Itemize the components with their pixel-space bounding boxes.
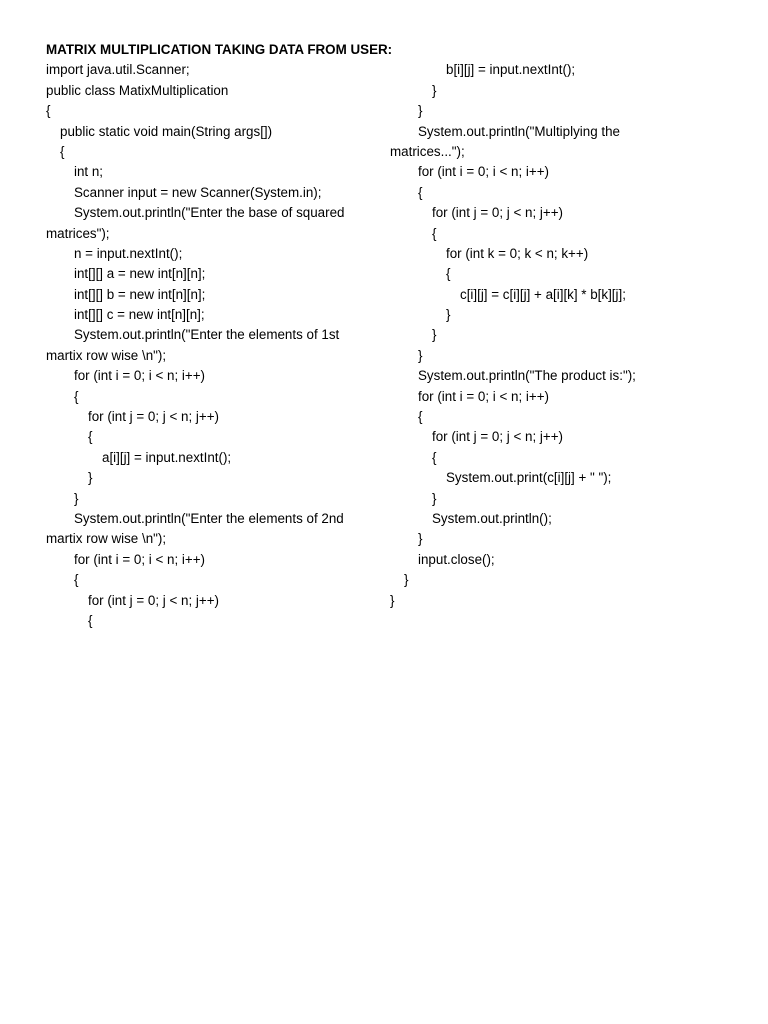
code-line: } <box>432 490 437 506</box>
code-line: int[][] a = new int[n][n]; <box>74 266 206 282</box>
code-line: int[][] c = new int[n][n]; <box>74 307 205 323</box>
code-line: matrices"); <box>46 225 110 241</box>
code-line: { <box>74 388 79 404</box>
code-line: c[i][j] = c[i][j] + a[i][k] * b[k][j]; <box>460 286 626 302</box>
code-line: int[][] b = new int[n][n]; <box>74 286 206 302</box>
code-line: martix row wise \n"); <box>46 531 167 547</box>
code-line: System.out.println("The product is:"); <box>418 368 636 384</box>
code-line: b[i][j] = input.nextInt(); <box>446 62 576 78</box>
code-line: System.out.print(c[i][j] + " "); <box>446 470 612 486</box>
code-line: { <box>88 612 93 628</box>
code-line: } <box>390 592 395 608</box>
code-column-right <box>390 40 720 611</box>
code-line: } <box>418 347 423 363</box>
code-line: for (int i = 0; i < n; i++) <box>418 164 549 180</box>
code-line: { <box>60 143 65 159</box>
code-line: System.out.println("Enter the base of squared <box>74 205 345 221</box>
code-line: { <box>418 184 423 200</box>
code-line: } <box>404 572 409 588</box>
code-line: } <box>432 82 437 98</box>
code-line: } <box>432 327 437 343</box>
code-line: input.close(); <box>418 551 495 567</box>
code-line: { <box>46 103 51 119</box>
code-line: { <box>74 572 79 588</box>
code-line: for (int j = 0; j < n; j++) <box>88 409 219 425</box>
code-line: martix row wise \n"); <box>46 347 167 363</box>
code-line: System.out.println("Multiplying the <box>418 123 620 139</box>
code-line: for (int j = 0; j < n; j++) <box>432 205 563 221</box>
code-line: for (int i = 0; i < n; i++) <box>74 551 205 567</box>
code-line: System.out.println("Enter the elements of 1st <box>74 327 340 343</box>
code-line: } <box>418 531 423 547</box>
code-line: a[i][j] = input.nextInt(); <box>102 449 232 465</box>
code-line: Scanner input = new Scanner(System.in); <box>74 184 322 200</box>
code-line: import java.util.Scanner; <box>46 62 190 78</box>
code-line: n = input.nextInt(); <box>74 245 183 261</box>
code-line: for (int i = 0; i < n; i++) <box>418 388 549 404</box>
code-column-left <box>46 40 393 631</box>
code-line: { <box>418 409 423 425</box>
code-line: } <box>88 470 93 486</box>
document-heading: MATRIX MULTIPLICATION TAKING DATA FROM USER: <box>46 42 393 57</box>
code-line: for (int k = 0; k < n; k++) <box>446 245 589 261</box>
code-line: for (int j = 0; j < n; j++) <box>88 592 219 608</box>
code-line: { <box>432 449 437 465</box>
code-line: } <box>418 103 423 119</box>
code-line: { <box>88 429 93 445</box>
code-line: public static void main(String args[]) <box>60 123 273 139</box>
code-line: int n; <box>74 164 104 180</box>
code-line: { <box>432 225 437 241</box>
code-line <box>390 40 720 60</box>
code-line: System.out.println(); <box>432 510 552 526</box>
code-line: } <box>74 490 79 506</box>
code-line: for (int j = 0; j < n; j++) <box>432 429 563 445</box>
code-line: } <box>446 307 451 323</box>
code-line: System.out.println("Enter the elements of 2nd <box>74 510 344 526</box>
code-line: for (int i = 0; i < n; i++) <box>74 368 205 384</box>
code-line: public class MatixMultiplication <box>46 82 229 98</box>
code-line: matrices..."); <box>390 143 465 159</box>
code-line: { <box>446 266 451 282</box>
